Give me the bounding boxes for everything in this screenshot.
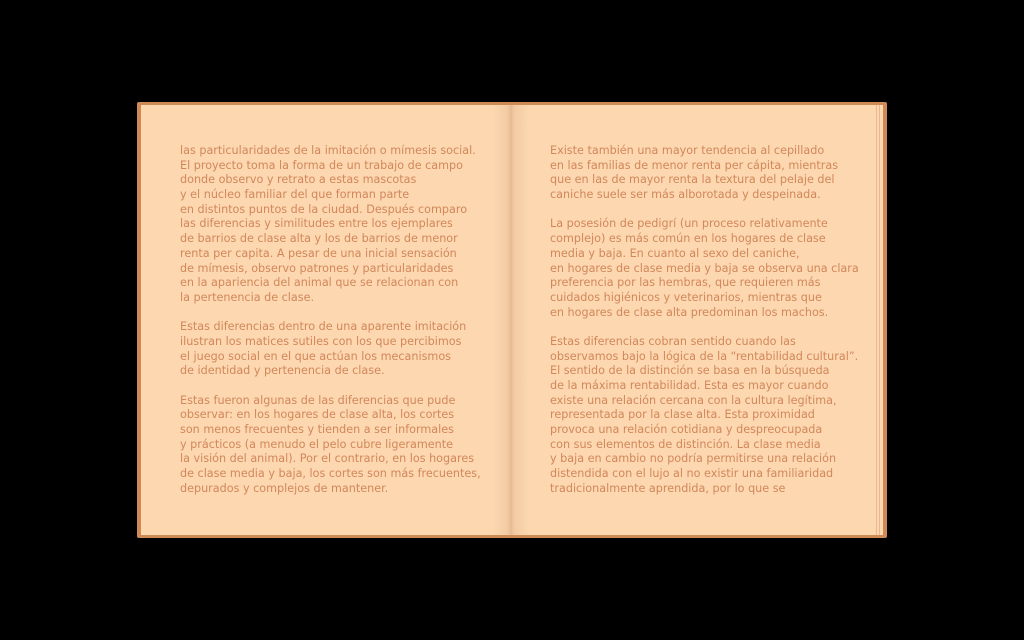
- text-line: de clase media y baja, los cortes son más frecuentes,: [180, 467, 481, 481]
- text-line: La posesión de pedigrí (un proceso relativamente: [550, 217, 828, 231]
- paragraph: [180, 394, 481, 497]
- text-line: en distintos puntos de la ciudad. Después comparo: [180, 202, 468, 216]
- text-line: El proyecto toma la forma de un trabajo de campo: [180, 158, 464, 172]
- text-line: tradicionalmente aprendida, por lo que se: [550, 481, 786, 495]
- paragraph: [180, 144, 481, 306]
- text-line: y prácticos (a menudo el pelo cubre ligeramente: [180, 437, 453, 451]
- text-line: que en las de mayor renta la textura del pelaje del: [550, 173, 835, 187]
- text-line: media y baja. En cuanto al sexo del caniche,: [550, 246, 800, 260]
- text-line: observamos bajo la lógica de la “rentabilidad cultural”.: [550, 349, 859, 363]
- text-line: en hogares de clase alta predominan los machos.: [550, 305, 829, 319]
- text-line: y el núcleo familiar del que forman parte: [180, 188, 410, 202]
- right-page-text: [550, 144, 859, 511]
- text-line: en la apariencia del animal que se relacionan con: [180, 276, 459, 290]
- paragraph: [550, 144, 859, 203]
- text-line: caniche suele ser más alborotada y despeinada.: [550, 188, 821, 202]
- text-line: complejo) es más común en los hogares de clase: [550, 232, 826, 246]
- text-line: Estas diferencias dentro de una aparente imitación: [180, 320, 467, 334]
- text-line: las particularidades de la imitación o mímesis social.: [180, 144, 476, 157]
- text-line: la pertenencia de clase.: [180, 290, 315, 304]
- text-line: representada por la clase alta. Esta proximidad: [550, 408, 815, 422]
- text-line: observar: en los hogares de clase alta, los cortes: [180, 408, 455, 422]
- text-line: provoca una relación cotidiana y despreocupada: [550, 423, 823, 437]
- text-line: depurados y complejos de mantener.: [180, 481, 389, 495]
- text-line: ilustran los matices sutiles con los que percibimos: [180, 334, 462, 348]
- left-page: [141, 105, 511, 535]
- text-line: Estas fueron algunas de las diferencias que pude: [180, 393, 456, 407]
- paragraph: [550, 335, 859, 497]
- paragraph: [550, 217, 859, 320]
- text-line: Estas diferencias cobran sentido cuando las: [550, 334, 796, 348]
- text-line: de mímesis, observo patrones y particularidades: [180, 261, 454, 275]
- text-line: distendida con el lujo al no existir una familiaridad: [550, 467, 834, 481]
- left-page-text: [180, 144, 481, 511]
- text-line: y baja en cambio no podría permitirse una relación: [550, 452, 837, 466]
- text-line: donde observo y retrato a estas mascotas: [180, 173, 417, 187]
- text-line: de barrios de clase alta y los de barrios de menor: [180, 232, 458, 246]
- open-book: [137, 102, 887, 538]
- text-line: Existe también una mayor tendencia al cepillado: [550, 144, 825, 157]
- text-line: el juego social en el que actúan los mecanismos: [180, 349, 452, 363]
- text-line: en las familias de menor renta per cápita, mientras: [550, 158, 839, 172]
- text-line: de la máxima rentabilidad. Esta es mayor cuando: [550, 379, 829, 392]
- text-line: cuidados higiénicos y veterinarios, mientras que: [550, 290, 822, 304]
- paragraph: [180, 320, 481, 379]
- text-line: la visión del animal). Por el contrario, en los hogares: [180, 452, 475, 466]
- right-page: [511, 105, 883, 535]
- text-line: las diferencias y similitudes entre los ejemplares: [180, 217, 453, 231]
- text-line: de identidad y pertenencia de clase.: [180, 364, 385, 378]
- text-line: con sus elementos de distinción. La clase media: [550, 437, 821, 451]
- text-line: El sentido de la distinción se basa en la búsqueda: [550, 364, 830, 378]
- text-line: renta per capita. A pesar de una inicial sensación: [180, 246, 457, 260]
- text-line: preferencia por las hembras, que requieren más: [550, 276, 821, 290]
- text-line: existe una relación cercana con la cultura legítima,: [550, 393, 837, 407]
- text-line: en hogares de clase media y baja se observa una clara: [550, 261, 859, 275]
- text-line: son menos frecuentes y tienden a ser informales: [180, 423, 454, 437]
- book-spread: [141, 105, 883, 535]
